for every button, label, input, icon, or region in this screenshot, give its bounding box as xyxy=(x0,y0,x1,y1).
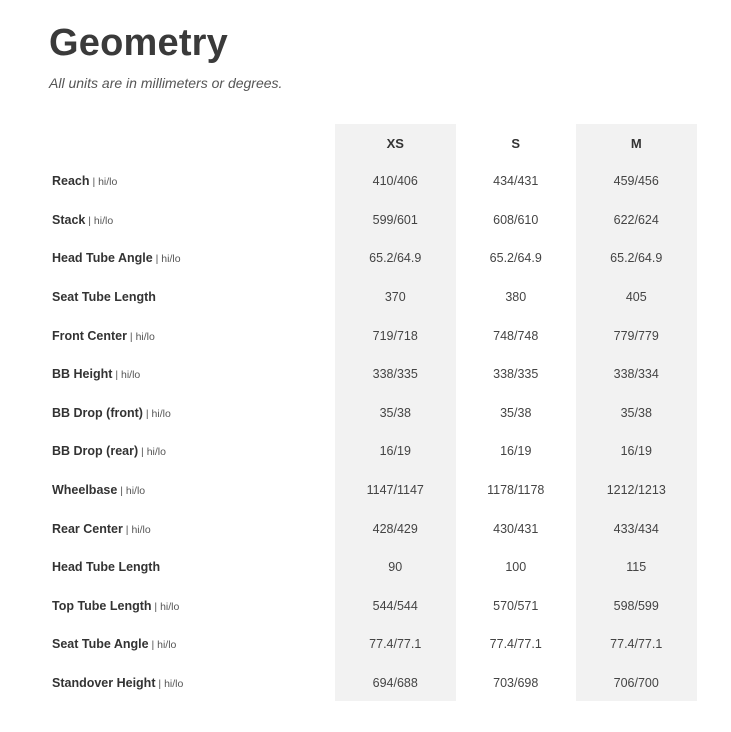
hilo-separator: | xyxy=(151,600,161,613)
hilo-suffix: hi/lo xyxy=(125,485,146,498)
value-s: 703/698 xyxy=(493,676,539,691)
value-m: 77.4/77.1 xyxy=(610,637,663,652)
value-m: 459/456 xyxy=(613,174,659,189)
hilo-suffix: hi/lo xyxy=(161,253,181,266)
value-s: 338/335 xyxy=(493,367,539,382)
table-row xyxy=(46,162,697,201)
value-s: 434/431 xyxy=(493,174,539,189)
row-label xyxy=(46,278,335,317)
row-label xyxy=(46,664,335,703)
row-label xyxy=(46,471,335,510)
row-label xyxy=(46,432,335,471)
row-label xyxy=(46,355,335,394)
hilo-suffix: hi/lo xyxy=(131,523,151,536)
value-xs: 428/429 xyxy=(372,521,418,536)
row-label xyxy=(46,162,335,201)
measurement-name: Top Tube Length xyxy=(52,598,152,613)
hilo-separator: | xyxy=(142,407,152,420)
value-s: 608/610 xyxy=(493,212,539,227)
measurement-name: Head Tube Length xyxy=(52,560,161,575)
hilo-separator: | xyxy=(138,446,147,459)
hilo-separator: | xyxy=(155,678,165,691)
measurement-name: BB Drop (rear) xyxy=(52,444,139,459)
row-label xyxy=(46,587,335,626)
size-header-m: M xyxy=(630,135,642,151)
value-xs: 599/601 xyxy=(372,212,418,227)
value-m: 1212/1213 xyxy=(606,483,666,498)
value-s: 16/19 xyxy=(500,444,532,459)
value-xs: 338/335 xyxy=(372,367,418,382)
measurement-name: Seat Tube Length xyxy=(52,290,156,305)
measurement-name: BB Drop (front) xyxy=(52,405,143,420)
table-row xyxy=(46,394,697,433)
hilo-separator: | xyxy=(122,523,132,536)
measurement-name: Reach xyxy=(52,174,90,189)
table-row xyxy=(46,201,697,240)
table-row xyxy=(46,664,697,703)
header-spacer xyxy=(46,124,335,162)
measurement-name: Wheelbase xyxy=(52,483,118,498)
measurement-name: Front Center xyxy=(52,328,127,343)
table-row xyxy=(46,625,697,664)
hilo-suffix: hi/lo xyxy=(120,369,141,382)
table-row xyxy=(46,587,697,626)
value-xs: 1147/1147 xyxy=(366,483,424,498)
hilo-suffix: hi/lo xyxy=(160,600,180,613)
size-header-row xyxy=(46,124,697,162)
value-m: 433/434 xyxy=(613,521,659,536)
table-row xyxy=(46,316,697,355)
table-row xyxy=(46,278,697,317)
value-s: 380 xyxy=(505,290,527,305)
geometry-rows xyxy=(46,162,697,702)
hilo-suffix: hi/lo xyxy=(151,407,171,420)
value-m: 115 xyxy=(626,560,647,575)
table-row xyxy=(46,432,697,471)
value-s: 430/431 xyxy=(493,521,539,536)
measurement-name: Seat Tube Angle xyxy=(52,637,149,652)
row-label xyxy=(46,316,335,355)
hilo-separator: | xyxy=(127,330,136,343)
value-xs: 16/19 xyxy=(379,444,411,459)
hilo-separator: | xyxy=(117,485,126,498)
row-label xyxy=(46,394,335,433)
value-xs: 694/688 xyxy=(372,676,418,691)
measurement-name: Stack xyxy=(52,212,86,227)
value-xs: 719/718 xyxy=(372,328,418,343)
value-s: 65.2/64.9 xyxy=(489,251,542,266)
value-xs: 370 xyxy=(384,290,406,305)
hilo-suffix: hi/lo xyxy=(93,214,114,227)
value-s: 748/748 xyxy=(493,328,539,343)
value-m: 338/334 xyxy=(613,367,659,382)
hilo-separator: | xyxy=(148,639,158,652)
measurement-name: BB Height xyxy=(52,367,113,382)
value-s: 77.4/77.1 xyxy=(489,637,542,652)
value-s: 1178/1178 xyxy=(487,483,545,498)
row-label xyxy=(46,201,335,240)
value-xs: 65.2/64.9 xyxy=(369,251,422,266)
hilo-suffix: hi/lo xyxy=(98,176,118,189)
value-m: 706/700 xyxy=(613,676,659,691)
row-label xyxy=(46,509,335,548)
page-title: Geometry xyxy=(49,22,229,64)
value-xs: 544/544 xyxy=(372,598,418,613)
value-xs: 77.4/77.1 xyxy=(369,637,422,652)
units-note: All units are in millimeters or degrees. xyxy=(49,75,283,91)
hilo-suffix: hi/lo xyxy=(157,639,177,652)
value-m: 405 xyxy=(625,290,647,305)
value-m: 779/779 xyxy=(613,328,659,343)
table-row xyxy=(46,355,697,394)
value-m: 598/599 xyxy=(613,598,659,613)
hilo-separator: | xyxy=(89,176,99,189)
row-label xyxy=(46,625,335,664)
hilo-separator: | xyxy=(112,369,121,382)
hilo-separator: | xyxy=(152,253,162,266)
value-xs: 35/38 xyxy=(379,405,411,420)
measurement-name: Head Tube Angle xyxy=(52,251,153,266)
hilo-separator: | xyxy=(85,214,94,227)
measurement-name: Standover Height xyxy=(52,676,156,691)
size-header-xs: XS xyxy=(386,135,404,151)
table-row xyxy=(46,471,697,510)
geometry-table xyxy=(46,124,697,702)
row-label xyxy=(46,548,335,587)
row-label xyxy=(46,239,335,278)
measurement-name: Rear Center xyxy=(52,521,123,536)
table-row xyxy=(46,239,697,278)
size-header-s: S xyxy=(511,135,521,151)
hilo-suffix: hi/lo xyxy=(135,330,155,343)
table-row xyxy=(46,509,697,548)
value-xs: 410/406 xyxy=(372,174,418,189)
table-row xyxy=(46,548,697,587)
value-s: 570/571 xyxy=(493,598,539,613)
value-s: 35/38 xyxy=(500,405,532,420)
value-s: 100 xyxy=(505,560,527,575)
value-m: 622/624 xyxy=(613,212,659,227)
value-m: 35/38 xyxy=(620,405,652,420)
hilo-suffix: hi/lo xyxy=(146,446,166,459)
value-m: 65.2/64.9 xyxy=(610,251,663,266)
value-xs: 90 xyxy=(388,560,403,575)
hilo-suffix: hi/lo xyxy=(164,678,184,691)
value-m: 16/19 xyxy=(620,444,652,459)
